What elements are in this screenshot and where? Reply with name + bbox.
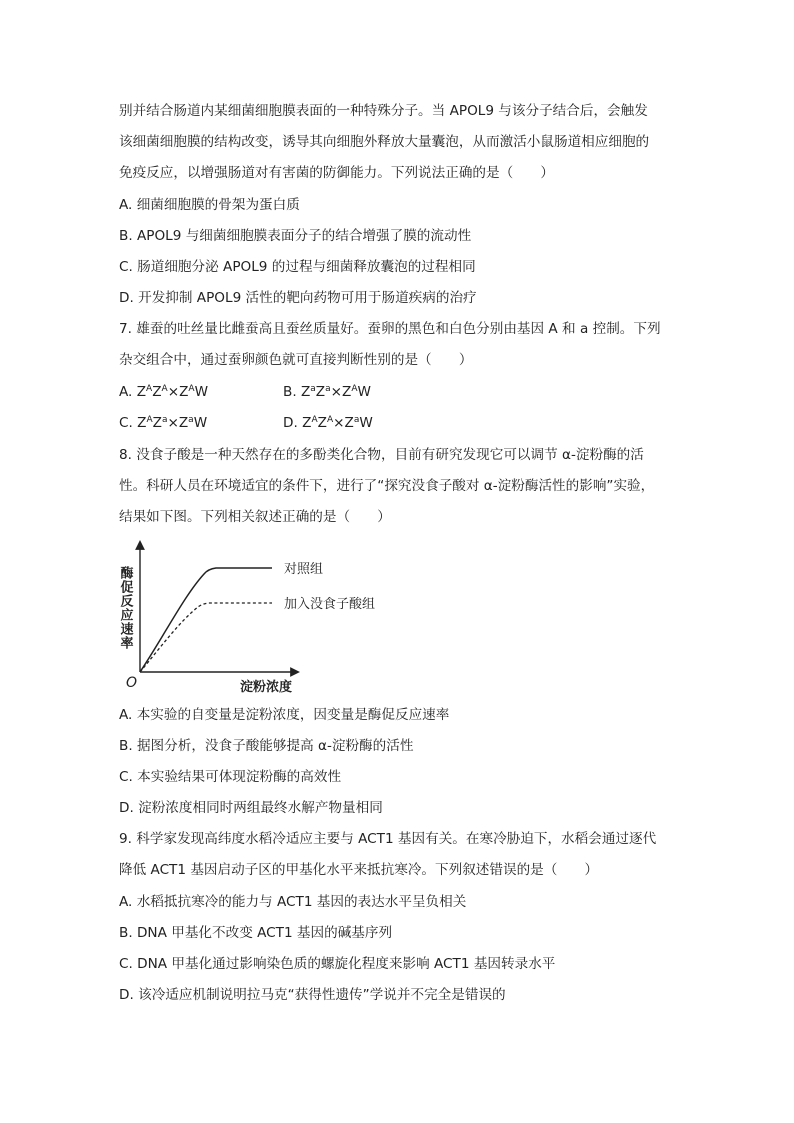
series-line-gallic-acid bbox=[140, 603, 272, 672]
series-line-control bbox=[140, 568, 272, 672]
q6-stem-line: 该细菌细胞膜的结构改变，诱导其向细胞外释放大量囊泡，从而激活小鼠肠道相应细胞的 bbox=[119, 134, 650, 150]
q6-option-c[interactable]: C. 肠道细胞分泌 APOL9 的过程与细菌释放囊泡的过程相同 bbox=[119, 259, 476, 275]
q6-option-b[interactable]: B. APOL9 与细菌细胞膜表面分子的结合增强了膜的流动性 bbox=[119, 228, 472, 244]
q6-option-d[interactable]: D. 开发抑制 APOL9 活性的靶向药物可用于肠道疾病的治疗 bbox=[119, 290, 477, 306]
q8-stem-line: 8. 没食子酸是一种天然存在的多酚类化合物，目前有研究发现它可以调节 α-淀粉酶的活 bbox=[119, 447, 644, 463]
q8-option-b[interactable]: B. 据图分析，没食子酸能够提高 α-淀粉酶的活性 bbox=[119, 738, 414, 754]
q9-option-a[interactable]: A. 水稻抵抗寒冷的能力与 ACT1 基因的表达水平呈负相关 bbox=[119, 894, 467, 910]
q9-stem-line: 9. 科学家发现高纬度水稻冷适应主要与 ACT1 基因有关。在寒冷胁迫下，水稻会通过逐代 bbox=[119, 831, 657, 847]
q6-stem-line: 别并结合肠道内某细菌细胞膜表面的一种特殊分子。当 APOL9 与该分子结合后，会触发 bbox=[119, 103, 648, 119]
q7-option-c[interactable]: C. $Z^AZ^a\times Z^aW$ bbox=[119, 415, 208, 431]
q8-stem-line: 结果如下图。下列相关叙述正确的是（ ） bbox=[119, 509, 391, 525]
q9-stem-line: 降低 ACT1 基因启动子区的甲基化水平来抵抗寒冷。下列叙述错误的是（ ） bbox=[119, 862, 599, 878]
x-axis-label: 淀粉浓度 bbox=[240, 680, 293, 695]
q9-option-d[interactable]: D. 该冷适应机制说明拉马克“获得性遗传”学说并不完全是错误的 bbox=[119, 987, 506, 1003]
q9-option-c[interactable]: C. DNA 甲基化通过影响染色质的螺旋化程度来影响 ACT1 基因转录水平 bbox=[119, 956, 556, 972]
q7-stem-line: 7. 雄蚕的吐丝量比雌蚕高且蚕丝质量好。蚕卵的黑色和白色分别由基因 A 和 a 控制。下列 bbox=[119, 321, 661, 337]
q7-stem-line: 杂交组合中，通过蚕卵颜色就可直接判断性别的是（ ） bbox=[119, 352, 473, 368]
q8-option-c[interactable]: C. 本实验结果可体现淀粉酶的高效性 bbox=[119, 769, 342, 785]
origin-label: O bbox=[126, 675, 138, 691]
q7-option-b[interactable]: B. $Z^aZ^a\times Z^AW$ bbox=[283, 384, 371, 400]
q9-option-b[interactable]: B. DNA 甲基化不改变 ACT1 基因的碱基序列 bbox=[119, 925, 393, 941]
legend-gallic-acid: 加入没食子酸组 bbox=[284, 597, 376, 612]
q6-stem-line: 免疫反应，以增强肠道对有害菌的防御能力。下列说法正确的是（ ） bbox=[119, 165, 554, 181]
q7-option-d[interactable]: D. $Z^AZ^A\times Z^aW$ bbox=[283, 415, 373, 431]
q8-option-d[interactable]: D. 淀粉浓度相同时两组最终水解产物量相同 bbox=[119, 800, 383, 816]
q8-option-a[interactable]: A. 本实验的自变量是淀粉浓度，因变量是酶促反应速率 bbox=[119, 707, 450, 723]
enzyme-rate-chart bbox=[112, 536, 412, 696]
q7-option-a[interactable]: A. $Z^AZ^A\times Z^AW$ bbox=[119, 384, 209, 400]
legend-control: 对照组 bbox=[284, 562, 324, 577]
y-axis-label: 酶促反应速率 bbox=[117, 566, 133, 650]
q6-option-a[interactable]: A. 细菌细胞膜的骨架为蛋白质 bbox=[119, 197, 300, 213]
q8-stem-line: 性。科研人员在环境适宜的条件下，进行了“探究没食子酸对 α-淀粉酶活性的影响”实验， bbox=[119, 478, 655, 494]
